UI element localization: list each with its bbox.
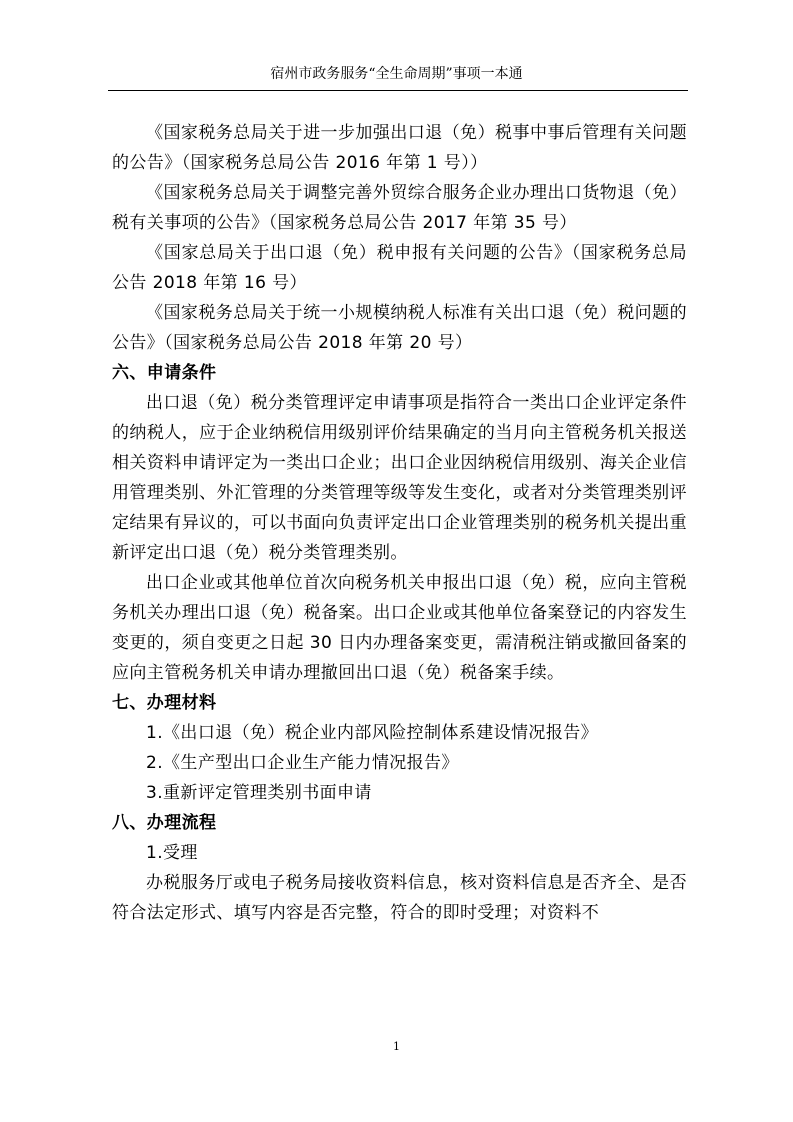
section-heading-application-conditions: 六、申请条件 [112,363,217,383]
reference-4: 《国家税务总局关于统一小规模纳税人标准有关出口退（免）税问题的公告》（国家税务总局公告 2018 年第 20 号） [112,303,687,353]
material-item-2: 2.《生产型出口企业生产能力情况报告》 [146,753,459,773]
reference-3: 《国家总局关于出口退（免）税申报有关问题的公告》（国家税务总局公告 2018 年第 16 号） [112,243,687,293]
section-heading-process: 八、办理流程 [112,813,217,833]
material-item-3: 3.重新评定管理类别书面申请 [146,783,372,803]
section-heading-materials: 七、办理材料 [112,693,217,713]
application-conditions-paragraph-1: 出口退（免）税分类管理评定申请事项是指符合一类出口企业评定条件的纳税人，应于企业纳税信用级别评价结果确定的当月向主管税务机关报送相关资料申请评定为一类出口企业；出口企业因纳税信用级别、海关企业信用管理类别、外汇管理的分类管理等级等发生变化，或者对分类管理类别评定结果有异议的，可以书面向负责评定出口企业管理类别的税务机关提出重新评定出口退（免）税分类管理类别。 [112,393,687,563]
reference-1: 《国家税务总局关于进一步加强出口退（免）税事中事后管理有关问题的公告》（国家税务总局公告 2016 年第 1 号）） [112,123,687,173]
running-header: 宿州市政务服务“全生命周期”事项一本通 [270,66,523,82]
page-number: 1 [393,1040,400,1053]
material-item-1: 1.《出口退（免）税企业内部风险控制体系建设情况报告》 [146,723,599,743]
reference-2: 《国家税务总局关于调整完善外贸综合服务企业办理出口货物退（免）税有关事项的公告》（国家税务总局公告 2017 年第 35 号） [112,183,687,233]
application-conditions-paragraph-2: 出口企业或其他单位首次向税务机关申报出口退（免）税，应向主管税务机关办理出口退（免）税备案。出口企业或其他单位备案登记的内容发生变更的，须自变更之日起 30 日内办理备案变更，需清税注销或撤回备案的应向主管税务机关申请办理撤回出口退（免）税备案手续。 [112,573,687,683]
header-divider [108,90,688,91]
process-step-1-title: 1.受理 [146,843,198,863]
process-step-1-text: 办税服务厅或电子税务局接收资料信息，核对资料信息是否齐全、是否符合法定形式、填写内容是否完整，符合的即时受理；对资料不 [112,873,687,923]
document-body [112,118,687,928]
